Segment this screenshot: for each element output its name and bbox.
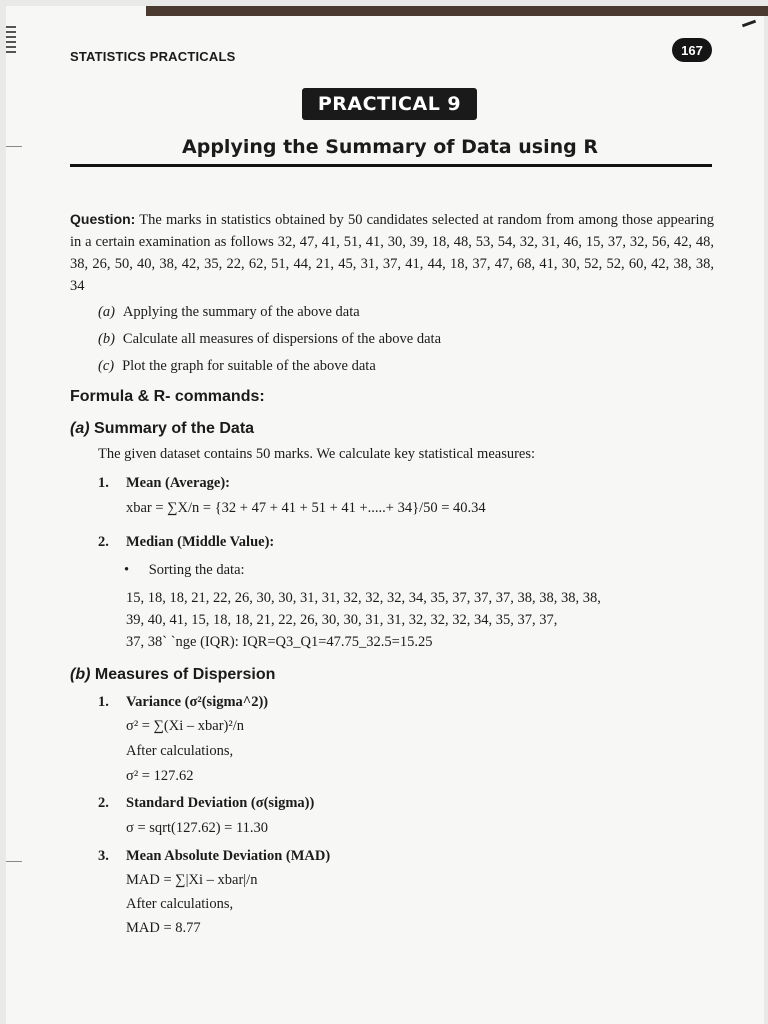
section-a-intro: The given dataset contains 50 marks. We calculate key statistical measures: bbox=[98, 446, 536, 462]
mad-number: 3. bbox=[98, 848, 109, 864]
edge-mark bbox=[6, 861, 22, 862]
sd-title: Standard Deviation (σ(sigma)) bbox=[126, 795, 315, 811]
section-a-heading bbox=[70, 420, 254, 438]
median-title: Median (Middle Value): bbox=[126, 534, 275, 550]
sorted-line: 15, 18, 18, 21, 22, 26, 30, 30, 31, 31, 32, 32, 32, 34, 35, 37, 37, 37, 38, 38, 38, 38, bbox=[126, 590, 601, 606]
book-page bbox=[6, 6, 764, 1024]
sd-number: 2. bbox=[98, 795, 109, 811]
section-b-marker: (b) bbox=[70, 666, 91, 683]
practical-label: PRACTICAL 9 bbox=[302, 88, 477, 120]
variance-number: 1. bbox=[98, 694, 109, 710]
question-label: Question: bbox=[70, 211, 136, 227]
list-item: (b) Calculate all measures of dispersions of the above data bbox=[98, 331, 442, 347]
running-header: STATISTICS PRACTICALS bbox=[70, 49, 236, 64]
list-item: (a) Applying the summary of the above data bbox=[98, 304, 360, 320]
variance-result: σ² = 127.62 bbox=[126, 768, 194, 784]
mean-number: 1. bbox=[98, 475, 109, 491]
page-number: 167 bbox=[672, 38, 712, 62]
question-paragraph bbox=[70, 208, 714, 297]
pen-mark bbox=[742, 20, 756, 28]
page-top-edge bbox=[146, 6, 768, 16]
edge-mark bbox=[6, 146, 22, 147]
question-subitems bbox=[98, 299, 441, 380]
sorted-line: 39, 40, 41, 15, 18, 18, 21, 22, 26, 30, 30, 31, 31, 32, 32, 32, 34, 35, 37, 37, bbox=[126, 612, 558, 628]
formula-heading: Formula & R- commands: bbox=[70, 388, 265, 405]
sorted-line: 37, 38` `nge (IQR): IQR=Q3_Q1=47.75_32.5=15.25 bbox=[126, 634, 433, 650]
variance-formula: σ² = ∑(Xi – xbar)²/n bbox=[126, 718, 244, 734]
sd-formula: σ = sqrt(127.62) = 11.30 bbox=[126, 820, 269, 836]
mad-formula: MAD = ∑|Xi – xbar|/n bbox=[126, 872, 258, 888]
variance-title: Variance (σ²(sigma^2)) bbox=[126, 694, 269, 710]
section-a-marker: (a) bbox=[70, 420, 90, 437]
mean-title: Mean (Average): bbox=[126, 475, 230, 491]
mad-result: MAD = 8.77 bbox=[126, 920, 201, 936]
list-item: (c) Plot the graph for suitable of the above data bbox=[98, 358, 376, 374]
variance-after: After calculations, bbox=[126, 743, 234, 759]
binding-edge bbox=[6, 26, 16, 56]
page-title: Applying the Summary of Data using R bbox=[182, 136, 598, 158]
mad-after: After calculations, bbox=[126, 896, 234, 912]
sorted-data bbox=[126, 587, 722, 653]
title-rule bbox=[70, 164, 712, 167]
section-a-title: Summary of the Data bbox=[94, 420, 255, 437]
section-b-title: Measures of Dispersion bbox=[94, 666, 276, 683]
question-text: The marks in statistics obtained by 50 candidates selected at random from among those appearing in a certain examination as follows 32, 47, 41, 51, 41, 30, 39, 18, 48, 53, 54, 32, 31, 46, 15, 37, 32, 56, 42, 48, 38, 26, 50, 40, 38, 42, 35, 22, 62, 51, 44, 21, 45, 31, 37, 41, 44, 18, 37, 47, 68, 41, 30, 52, 52, 60, 42, 38, 38, 34 bbox=[70, 212, 714, 294]
section-b-heading bbox=[70, 666, 275, 684]
mean-formula: xbar = ∑X/n = {32 + 47 + 41 + 51 + 41 +.....+ 34}/50 = 40.34 bbox=[126, 500, 486, 516]
bullet-item: • Sorting the data: bbox=[124, 562, 245, 578]
mad-title: Mean Absolute Deviation (MAD) bbox=[126, 848, 331, 864]
median-number: 2. bbox=[98, 534, 109, 550]
